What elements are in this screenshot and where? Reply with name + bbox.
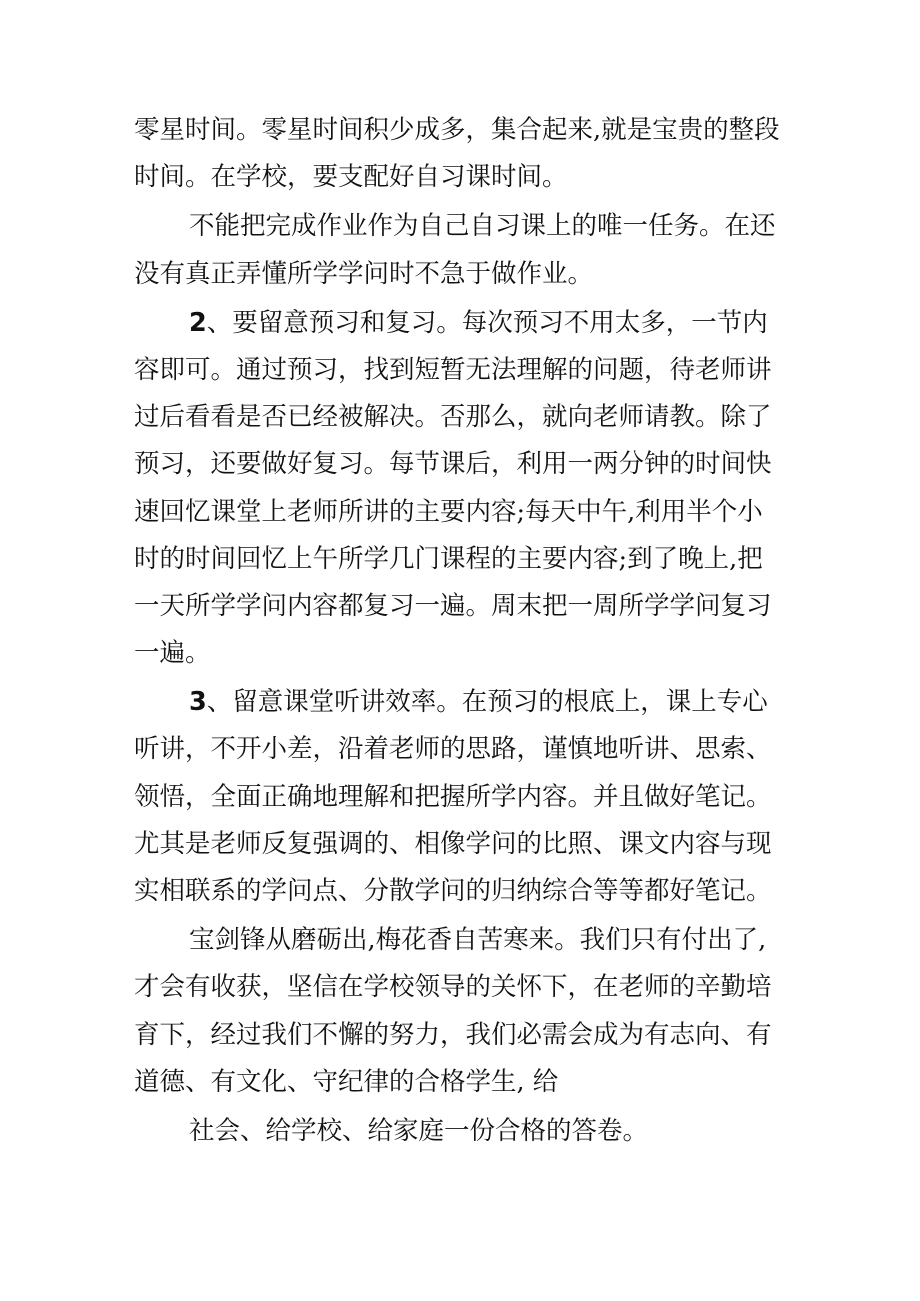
text-line: 宝剑锋从磨砺出,梅花香自苦寒来。我们只有付出了, — [189, 925, 767, 956]
text-line — [134, 300, 794, 347]
paragraph-2 — [134, 203, 794, 297]
text-line: 实相联系的学问点、分散学问的归纳综合等等都好笔记。 — [134, 876, 772, 906]
text-line: 听讲，不开小差，沿着老师的思路，谨慎地听讲、思索、 — [134, 734, 772, 765]
list-number: 3 — [189, 687, 207, 718]
text-run: 、要留意预习和复习。每次预习不用太多，一节内 — [206, 307, 768, 338]
text-line: 没有真正弄懂所学学问时不急于做作业。 — [134, 258, 594, 289]
text-line: 一遍。 — [134, 638, 211, 669]
list-number: 2 — [189, 307, 207, 338]
text-run: 、留意课堂听讲效率。在预习的根底上，课上专心 — [206, 687, 768, 718]
text-line: 时间。在学校，要支配好自习课时间。 — [134, 162, 568, 193]
paragraph-5 — [134, 917, 794, 1106]
text-line: 速回忆课堂上老师所讲的主要内容;每天中午,利用半个小 — [134, 496, 763, 527]
text-line: 道德、有文化、守纪律的合格学生, 给 — [134, 1066, 559, 1097]
text-line: 社会、给学校、给家庭一份合格的答卷。 — [189, 1115, 649, 1146]
paragraph-3 — [134, 300, 794, 678]
text-line: 预习，还要做好复习。每节课后，利用一两分钟的时间快 — [134, 449, 772, 480]
text-line: 育下，经过我们不懈的努力，我们必需会成为有志向、有 — [134, 1019, 772, 1050]
paragraph-1 — [134, 107, 794, 201]
paragraph-6 — [134, 1108, 794, 1155]
text-line: 一天所学学问内容都复习一遍。周末把一周所学学问复习 — [134, 590, 772, 621]
text-line: 过后看看是否已经被解决。否那么，就向老师请教。除了 — [134, 402, 772, 433]
text-line: 零星时间。零星时间积少成多，集合起来,就是宝贵的整段 — [134, 115, 780, 145]
text-line: 时的时间回忆上午所学几门课程的主要内容;到了晚上,把 — [134, 543, 763, 574]
text-line: 容即可。通过预习，找到短暂无法理解的问题，待老师讲 — [134, 354, 772, 385]
text-line — [134, 679, 794, 726]
text-line: 才会有收获，坚信在学校领导的关怀下，在老师的辛勤培 — [134, 972, 772, 1003]
paragraph-4 — [134, 679, 794, 915]
text-line: 尤其是老师反复强调的、相像学问的比照、课文内容与现 — [134, 828, 772, 859]
text-line: 不能把完成作业作为自己自习课上的唯一任务。在还 — [189, 211, 776, 242]
text-line: 领悟，全面正确地理解和把握所学内容。并且做好笔记。 — [134, 781, 772, 812]
document-page — [134, 107, 794, 1155]
